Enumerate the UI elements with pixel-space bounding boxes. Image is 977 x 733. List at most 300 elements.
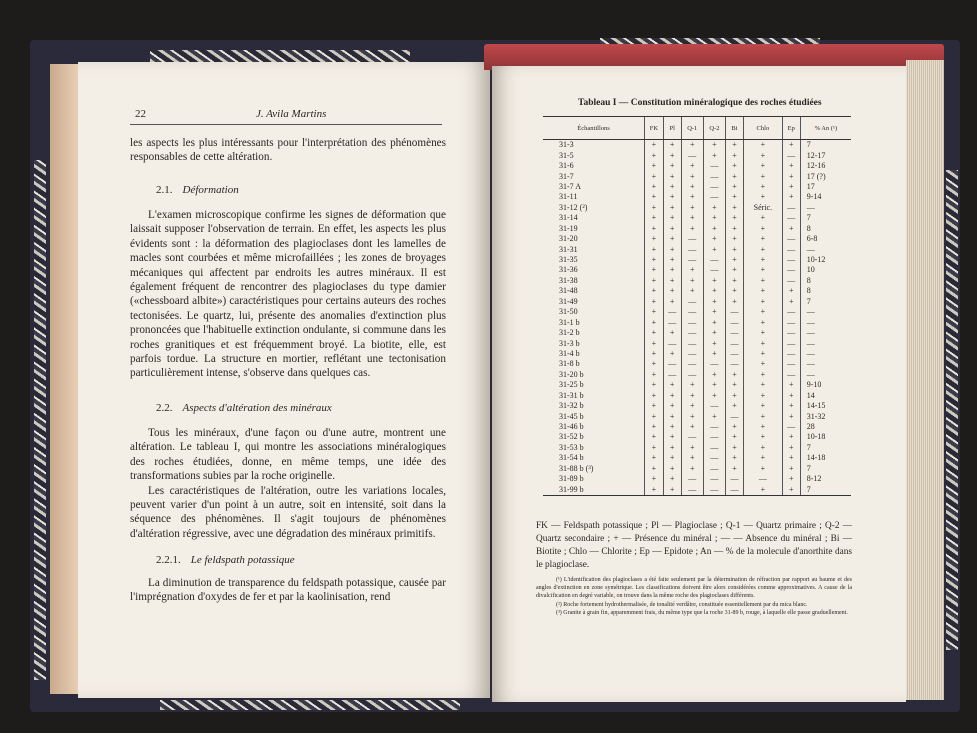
table-row: [543, 192, 851, 202]
table-cell: —: [703, 182, 725, 192]
table-body: [543, 140, 851, 496]
table-cell: —: [782, 349, 800, 359]
table-cell: —: [800, 244, 851, 254]
footnotes: [536, 576, 852, 617]
table-row: [543, 276, 851, 286]
table-row: [543, 422, 851, 432]
table-cell: +: [663, 422, 681, 432]
table-cell: +: [782, 432, 800, 442]
table-row: [543, 224, 851, 234]
table-cell: +: [743, 161, 782, 171]
table-cell: +: [663, 161, 681, 171]
table-cell: +: [645, 411, 664, 421]
table-cell: +: [681, 140, 703, 151]
table-cell: —: [681, 359, 703, 369]
table-cell: +: [663, 453, 681, 463]
table-cell: +: [645, 391, 664, 401]
table-row: [543, 401, 851, 411]
table-cell: +: [681, 213, 703, 223]
table-cell: —: [703, 484, 725, 495]
table-row: [543, 432, 851, 442]
table-cell: +: [681, 401, 703, 411]
table-row: [543, 484, 851, 495]
table-cell: —: [703, 401, 725, 411]
marbled-edge-bottom-left: [160, 700, 460, 710]
table-cell: +: [743, 464, 782, 474]
table-cell: —: [703, 432, 725, 442]
table-cell: +: [703, 203, 725, 213]
table-cell: +: [726, 265, 744, 275]
table-cell: +: [703, 317, 725, 327]
paragraph-text: L'examen microscopique confirme les signes de déformation que laissait supposer l'observation de terrain. En effet, les aspects les plus évidents sont : la déformation des plagioclases dont les lamelles de macles sont courbées et même microfaillées ; les zones de broyages mécaniques qui affectent par endroits les autres minéraux. Il est également fréquent de rencontrer des plagioclases du type damier («chessboard albite») caractéristiques pour certains auteurs des roches tectonisées. Le quartz, lui, présente des anomalies d'extinction plus prononcées que l'habituelle extinction ondulante, si commune dans les roches granitiques et est fréquemment broyé. La biotite, elle, est parfois tordue. La structure en mortier, reflétant une tectonisation particulièrement intense, s'observe dans quelques cas.: [130, 209, 446, 380]
table-cell: +: [663, 213, 681, 223]
table-cell: +: [663, 474, 681, 484]
table-cell: +: [726, 171, 744, 181]
marbled-edge-left: [34, 160, 46, 680]
table-header-cell: Bi: [726, 117, 744, 140]
table-cell: +: [645, 370, 664, 380]
table-row: [543, 453, 851, 463]
table-cell: +: [703, 370, 725, 380]
table-cell: +: [743, 380, 782, 390]
table-cell: +: [743, 182, 782, 192]
table-cell: —: [681, 432, 703, 442]
table-cell: +: [645, 255, 664, 265]
table-cell: +: [782, 286, 800, 296]
table-cell: —: [782, 338, 800, 348]
table-row: [543, 464, 851, 474]
table-row: [543, 171, 851, 181]
footnote-1: (¹) L'identification des plagioclases a été faite seulement par la détermination de réfraction par rapport au baume et des angles d'extinction en zone symétrique. Les classifications doivent être alors considérées comme approximatives. A cause de la divalcification en degré variable, on trouve dans la même roche des plagioclases différents.: [536, 577, 852, 600]
table-cell: +: [645, 213, 664, 223]
table-row: [543, 244, 851, 254]
table-cell: +: [663, 244, 681, 254]
table-cell: 31-14: [559, 213, 578, 223]
table-cell: 31-32 b: [559, 401, 584, 411]
footnote-3: (³) Granite à grain fin, apparemment frais, du même type que la roche 31-89 b, rouge, à laquelle elle passe graduellement.: [556, 609, 848, 616]
table-cell: +: [726, 213, 744, 223]
table-cell: +: [782, 443, 800, 453]
table-cell: —: [782, 422, 800, 432]
paragraph-deformation: [130, 208, 446, 381]
table-cell: 31-2 b: [559, 328, 580, 338]
table-cell: +: [645, 359, 664, 369]
table-cell: 31-88 b (³): [559, 463, 594, 473]
table-cell: +: [663, 192, 681, 202]
section-heading-2-2-1: [156, 554, 295, 566]
table-cell: 9-10: [800, 380, 851, 390]
table-cell: +: [743, 265, 782, 275]
table-cell: —: [800, 338, 851, 348]
table-cell: +: [663, 140, 681, 151]
table-cell: +: [726, 276, 744, 286]
table-cell: —: [726, 317, 744, 327]
paragraph-alteration: [130, 426, 446, 541]
table-cell: +: [743, 370, 782, 380]
table-cell: +: [681, 464, 703, 474]
intro-text: les aspects les plus intéressants pour l'interprétation des phénomènes responsables de cette altération.: [130, 137, 446, 164]
footnote-2: (²) Roche fortement hydrothermalisée, de tonalité verdâtre, constituée essentiellement par du mica blanc.: [556, 601, 808, 608]
table-cell: +: [703, 213, 725, 223]
table-cell: —: [782, 203, 800, 213]
table-cell: +: [743, 224, 782, 234]
table-cell: —: [681, 349, 703, 359]
table-cell: +: [681, 380, 703, 390]
table-cell: +: [726, 244, 744, 254]
table-row: [543, 370, 851, 380]
table-cell: +: [663, 234, 681, 244]
table-cell: —: [800, 307, 851, 317]
table-cell: +: [743, 411, 782, 421]
table-cell: —: [800, 370, 851, 380]
table-cell: +: [782, 391, 800, 401]
table-cell: 31-8 b: [559, 359, 580, 369]
table-row: [543, 297, 851, 307]
table-cell: 31-5: [559, 150, 574, 160]
table-cell: 31-54 b: [559, 453, 584, 463]
table-cell: +: [645, 432, 664, 442]
table-cell: +: [645, 265, 664, 275]
table-cell: —: [703, 453, 725, 463]
table-cell: +: [681, 182, 703, 192]
table-cell: 7: [800, 140, 851, 151]
table-cell: 31-20 b: [559, 369, 584, 379]
table-cell: +: [743, 338, 782, 348]
table-cell: —: [726, 359, 744, 369]
table-cell: 7: [800, 484, 851, 495]
table-cell: +: [645, 328, 664, 338]
table-cell: +: [703, 286, 725, 296]
table-cell: 31-48: [559, 286, 578, 296]
table-cell: —: [703, 255, 725, 265]
table-header-cell: Q-1: [681, 117, 703, 140]
table-cell: —: [782, 255, 800, 265]
right-page-edges: [906, 60, 944, 700]
table-cell: +: [726, 234, 744, 244]
table-cell: +: [726, 422, 744, 432]
table-cell: —: [681, 328, 703, 338]
table-cell: +: [726, 432, 744, 442]
table-cell: —: [703, 422, 725, 432]
table-cell: +: [726, 161, 744, 171]
table-cell: —: [663, 359, 681, 369]
table-cell: —: [800, 317, 851, 327]
table-cell: 17: [800, 182, 851, 192]
table-cell: 31-52 b: [559, 432, 584, 442]
table-cell: +: [645, 234, 664, 244]
table-cell: 31-99 b: [543, 484, 645, 495]
table-cell: 10-18: [800, 432, 851, 442]
table-cell: 8: [800, 276, 851, 286]
table-cell: —: [681, 150, 703, 160]
table-header-cell: Chlo: [743, 117, 782, 140]
table-cell: +: [645, 286, 664, 296]
table-row: [543, 474, 851, 484]
table-cell: +: [681, 391, 703, 401]
table-cell: +: [726, 443, 744, 453]
table-cell: +: [645, 422, 664, 432]
paragraph-text: La diminution de transparence du feldspath potassique, causée par l'imprégnation d'oxydes de fer et par la kaolinisation, rend: [130, 577, 446, 604]
table-cell: +: [645, 224, 664, 234]
section-number: 2.2.1.: [156, 554, 181, 566]
table-cell: +: [743, 297, 782, 307]
table-cell: +: [726, 192, 744, 202]
table-cell: 17 (?): [800, 171, 851, 181]
table-cell: 31-4 b: [559, 348, 580, 358]
table-cell: +: [743, 286, 782, 296]
table-row: [543, 161, 851, 171]
table-cell: —: [782, 213, 800, 223]
table-cell: +: [743, 150, 782, 160]
table-cell: —: [726, 474, 744, 484]
table-cell: +: [743, 317, 782, 327]
table-cell: +: [645, 453, 664, 463]
table-header-cell: % An (¹): [800, 117, 851, 140]
table-cell: 10-12: [800, 255, 851, 265]
table-row: [543, 443, 851, 453]
table-cell: +: [663, 286, 681, 296]
table-cell: 31-53 b: [559, 442, 584, 452]
table-cell: +: [645, 150, 664, 160]
table-cell: +: [743, 484, 782, 495]
section-heading-2-2: [156, 402, 332, 414]
section-title: Aspects d'altération des minéraux: [182, 402, 332, 414]
table-row: [543, 140, 851, 151]
table-cell: +: [681, 265, 703, 275]
table-title: Tableau I — Constitution minéralogique des roches étudiées: [578, 98, 822, 108]
table-cell: +: [743, 391, 782, 401]
table-cell: +: [703, 391, 725, 401]
table-header-cell: FK: [645, 117, 664, 140]
table-cell: +: [703, 380, 725, 390]
table-cell: —: [681, 244, 703, 254]
table-cell: 14: [800, 391, 851, 401]
table-cell: +: [782, 224, 800, 234]
table-row: [543, 349, 851, 359]
table-cell: +: [645, 297, 664, 307]
table-cell: +: [743, 140, 782, 151]
table-cell: —: [681, 484, 703, 495]
table-cell: +: [681, 224, 703, 234]
table-cell: —: [703, 359, 725, 369]
table-cell: 31-38: [559, 275, 578, 285]
table-cell: 8: [800, 224, 851, 234]
table-cell: +: [663, 255, 681, 265]
table-cell: +: [726, 286, 744, 296]
table-cell: 7: [800, 297, 851, 307]
table-cell: 7: [800, 213, 851, 223]
table-cell: +: [663, 182, 681, 192]
table-cell: +: [782, 182, 800, 192]
marbled-edge-top-left: [150, 50, 410, 62]
paragraph-text: Les caractéristiques de l'altération, outre les variations locales, peuvent varier d'un point à un autre, soit en intensité, soit dans la séquence des phénomènes. Il s'agit toujours de phénomènes d'altération régressive, avec une dégradation des minéraux primitifs.: [130, 484, 446, 540]
table-cell: +: [663, 432, 681, 442]
table-cell: —: [703, 265, 725, 275]
table-cell: +: [645, 244, 664, 254]
table-cell: +: [782, 161, 800, 171]
table-cell: +: [726, 391, 744, 401]
table-cell: —: [782, 244, 800, 254]
table-cell: +: [743, 307, 782, 317]
table-cell: +: [663, 484, 681, 495]
table-cell: —: [681, 307, 703, 317]
table-cell: +: [703, 150, 725, 160]
table-cell: +: [743, 171, 782, 181]
table-cell: 14-15: [800, 401, 851, 411]
table-cell: —: [743, 474, 782, 484]
table-row: [543, 359, 851, 369]
table-cell: —: [782, 370, 800, 380]
paragraph-feldspath: [130, 576, 446, 605]
table-cell: 10: [800, 265, 851, 275]
table-cell: +: [681, 411, 703, 421]
marbled-edge-right: [946, 170, 958, 650]
table-cell: +: [726, 464, 744, 474]
table-row: [543, 150, 851, 160]
table-cell: +: [743, 453, 782, 463]
table-cell: +: [645, 484, 664, 495]
table-cell: 31-35: [559, 255, 578, 265]
table-cell: —: [681, 370, 703, 380]
table-cell: +: [782, 453, 800, 463]
table-header-cell: Échantillons: [543, 117, 645, 140]
table-cell: 8: [800, 286, 851, 296]
table-cell: —: [681, 474, 703, 484]
table-cell: +: [782, 380, 800, 390]
table-cell: —: [782, 359, 800, 369]
table-row: [543, 411, 851, 421]
table-cell: +: [726, 297, 744, 307]
table-legend: FK — Feldspath potassique ; Pl — Plagioclase ; Q-1 — Quartz primaire ; Q-2 — Quartz secondaire ; + — Présence du minéral ; — — Absence du minéral ; Bi — Biotite ; Chlo — Chlorite ; Ep — Epidote ; An — % de la molecule d'anorthite dans le plagioclase.: [536, 521, 852, 570]
section-heading-2-1: [156, 184, 239, 196]
table-cell: +: [681, 161, 703, 171]
table-cell: 6-8: [800, 234, 851, 244]
table-cell: +: [726, 453, 744, 463]
table-cell: +: [663, 380, 681, 390]
table-cell: +: [726, 255, 744, 265]
table-cell: +: [743, 213, 782, 223]
table-cell: 31-19: [559, 223, 578, 233]
table-cell: +: [782, 411, 800, 421]
table-cell: —: [782, 328, 800, 338]
table-cell: +: [645, 464, 664, 474]
table-cell: —: [663, 317, 681, 327]
table-cell: —: [782, 317, 800, 327]
table-cell: 31-3: [559, 140, 574, 150]
table-cell: 31-50: [559, 307, 578, 317]
table-cell: +: [681, 286, 703, 296]
header-rule: [130, 124, 442, 125]
table-cell: +: [663, 224, 681, 234]
section-title: Le feldspath potassique: [190, 554, 295, 566]
table-cell: —: [681, 297, 703, 307]
table-cell: +: [645, 182, 664, 192]
table-cell: +: [703, 234, 725, 244]
table-cell: 31-49: [559, 296, 578, 306]
table-cell: +: [703, 349, 725, 359]
table-cell: 8-12: [800, 474, 851, 484]
table-cell: +: [743, 401, 782, 411]
table-cell: 12-16: [800, 161, 851, 171]
table-cell: 31-3 b: [559, 338, 580, 348]
table-cell: 31-7: [559, 171, 574, 181]
table-cell: —: [800, 349, 851, 359]
table-cell: +: [703, 224, 725, 234]
table-row: [543, 338, 851, 348]
running-head-author: J. Avila Martins: [256, 108, 327, 120]
table-row: [543, 265, 851, 275]
table-cell: +: [645, 317, 664, 327]
table-cell: +: [726, 380, 744, 390]
table-cell: +: [743, 328, 782, 338]
table-cell: +: [726, 224, 744, 234]
table-cell: 31-6: [559, 161, 574, 171]
table-cell: 31-89 b: [559, 474, 584, 484]
table-cell: —: [703, 161, 725, 171]
table-cell: +: [645, 140, 664, 151]
table-cell: +: [645, 276, 664, 286]
table-cell: —: [726, 328, 744, 338]
table-cell: +: [681, 422, 703, 432]
table-header-row: [543, 117, 851, 140]
table-cell: 12-17: [800, 150, 851, 160]
table-cell: —: [782, 234, 800, 244]
table-cell: 28: [800, 422, 851, 432]
mineral-table: [543, 116, 851, 496]
table-row: [543, 317, 851, 327]
table-cell: —: [782, 307, 800, 317]
table-cell: Séric.: [743, 203, 782, 213]
table-cell: +: [663, 411, 681, 421]
table-cell: +: [743, 422, 782, 432]
table-cell: 31-46 b: [559, 422, 584, 432]
table-cell: +: [645, 203, 664, 213]
table-cell: +: [782, 140, 800, 151]
table-cell: +: [645, 474, 664, 484]
table-cell: +: [743, 432, 782, 442]
table-cell: 31-31 b: [559, 390, 584, 400]
table-cell: +: [743, 359, 782, 369]
table-row: [543, 286, 851, 296]
table-cell: +: [663, 150, 681, 160]
table-cell: +: [743, 234, 782, 244]
table-row: [543, 391, 851, 401]
table-cell: 7: [800, 464, 851, 474]
table-cell: —: [703, 474, 725, 484]
table-cell: +: [663, 391, 681, 401]
table-cell: +: [663, 265, 681, 275]
table-cell: +: [782, 297, 800, 307]
table-cell: +: [743, 192, 782, 202]
table-cell: +: [743, 349, 782, 359]
section-title: Déformation: [182, 184, 239, 196]
table-cell: +: [645, 307, 664, 317]
table-row: [543, 255, 851, 265]
table-cell: —: [726, 307, 744, 317]
table-cell: +: [726, 401, 744, 411]
table-cell: —: [703, 443, 725, 453]
left-page-edges: [50, 64, 78, 694]
table-cell: +: [645, 349, 664, 359]
table-cell: —: [800, 203, 851, 213]
table-cell: +: [681, 171, 703, 181]
table-cell: +: [703, 411, 725, 421]
table-header-cell: Pl: [663, 117, 681, 140]
table-cell: +: [726, 370, 744, 380]
table-row: [543, 213, 851, 223]
table-cell: +: [726, 150, 744, 160]
table-cell: +: [681, 276, 703, 286]
